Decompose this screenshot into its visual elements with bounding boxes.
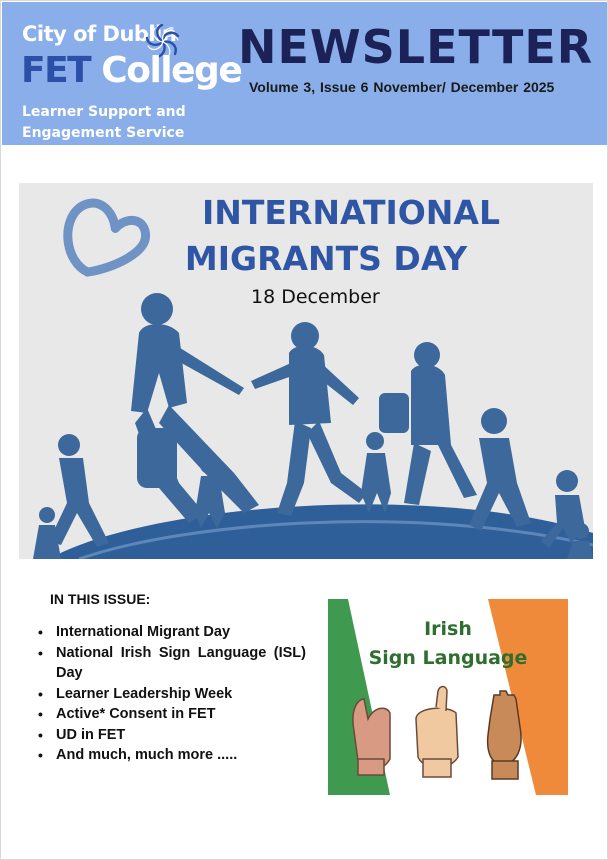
header-band [2, 2, 607, 145]
banner-title-line1: INTERNATIONAL [202, 193, 500, 232]
list-item: • And much, much more ..... [31, 745, 306, 766]
newsletter-title: NEWSLETTER [238, 20, 594, 74]
logo-city-of-dublin: City of Dublin [22, 22, 177, 46]
logo-subtitle-line2: Engagement Service [22, 125, 185, 141]
irish-sign-language-image [328, 599, 568, 795]
migrants-day-banner [19, 183, 593, 559]
list-item: • Active* Consent in FET [31, 704, 306, 725]
isl-title-line1: Irish [424, 618, 472, 640]
list-item: • International Migrant Day [31, 622, 306, 643]
logo-fet-college [21, 50, 241, 91]
logo-fet: FET [21, 50, 91, 91]
issue-meta: Volume 3, Issue 6 November/ December 2025 [249, 79, 555, 95]
logo-subtitle [22, 102, 186, 144]
list-item: • UD in FET [31, 725, 306, 746]
logo-subtitle-line1: Learner Support and [22, 104, 186, 120]
issue-list [31, 622, 306, 766]
sign-hands-group [353, 687, 521, 780]
banner-title-line2: MIGRANTS DAY [184, 239, 468, 278]
banner-date: 18 December [251, 286, 380, 308]
in-this-issue [31, 591, 306, 766]
list-item: • Learner Leadership Week [31, 684, 306, 705]
list-item: • National Irish Sign Language (ISL) Day [31, 643, 306, 684]
isl-title-line2: Sign Language [368, 647, 528, 669]
in-this-issue-heading: IN THIS ISSUE: [50, 591, 151, 607]
logo-college: College [101, 50, 242, 91]
